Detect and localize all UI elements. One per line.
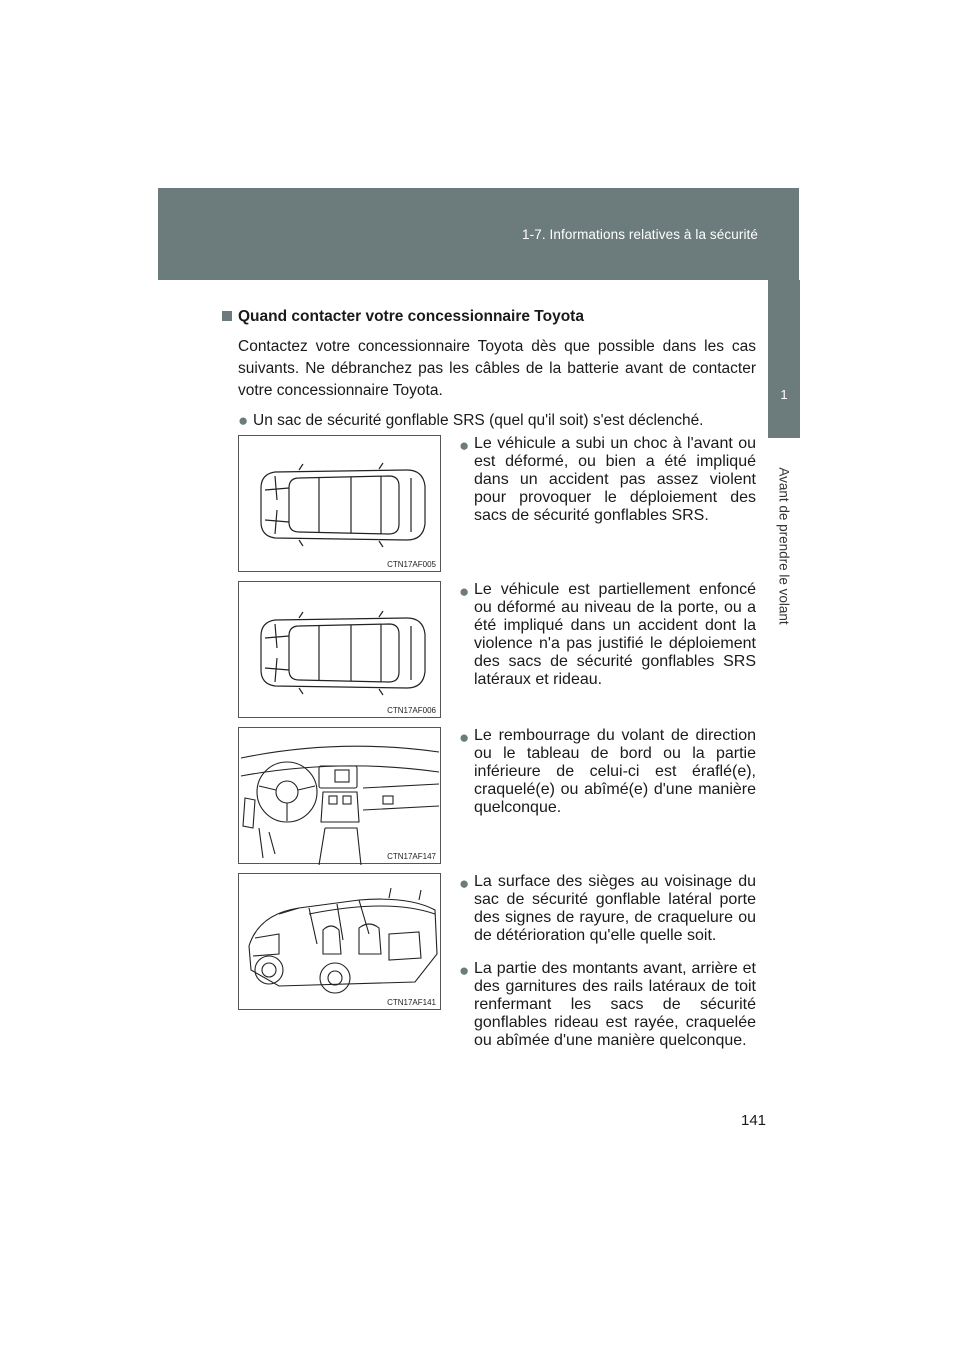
- chapter-tab: [768, 280, 800, 438]
- section-heading: [222, 306, 756, 328]
- bullet-front-impact: [459, 435, 756, 525]
- page-number: 141: [741, 1112, 767, 1129]
- section-title: 1-7. Informations relatives à la sécurité: [522, 227, 758, 242]
- chapter-label: Avant de prendre le volant: [776, 467, 792, 625]
- figure-dashboard: [238, 727, 441, 864]
- intro-paragraph: Contactez votre concessionnaire Toyota dès que possible dans les cas suivants. Ne débranchez pas les câbles de la batterie avant de contacter votre concessionnaire Toyota.: [238, 338, 756, 399]
- bullet-dot-icon: ●: [459, 436, 470, 455]
- bullet-pillars: [459, 960, 756, 1050]
- bullet-dot-icon: ●: [459, 961, 470, 980]
- bullet-side-impact: [459, 581, 756, 689]
- figure-car-cutaway: [238, 873, 441, 1010]
- figure-car-top-side: [238, 581, 441, 718]
- bullet-text: Le véhicule est partiellement enfoncé ou déformé au niveau de la porte, ou a été impliqué dans un accident dont la violence n'a pas justifié le déploiement des sacs de sécurité gonflables SRS latéraux et rideau.: [474, 581, 756, 688]
- bullet-seats: [459, 873, 756, 945]
- section-heading-text: Quand contacter votre concessionnaire Toyota: [238, 308, 584, 325]
- bullet-airbag: [238, 410, 756, 432]
- chapter-number: 1: [780, 387, 788, 402]
- figure-code: CTN17AF141: [387, 998, 436, 1007]
- figure-code: CTN17AF147: [387, 852, 436, 861]
- car-cutaway-icon: [239, 874, 442, 1011]
- car-top-front-icon: [239, 436, 442, 573]
- bullet-text: Le véhicule a subi un choc à l'avant ou est déformé, ou bien a été impliqué dans un accident pas assez violent pour provoquer le déploiement des sacs de sécurité gonflables SRS.: [474, 435, 756, 524]
- header-band: [158, 188, 799, 280]
- bullet-dot-icon: ●: [459, 582, 470, 601]
- figure-code: CTN17AF006: [387, 706, 436, 715]
- main-content: [222, 306, 756, 439]
- bullet-text: La surface des sièges au voisinage du sac de sécurité gonflable latéral porte des signes de rayure, de craquelure ou de détérioration qu'elle quelle soit.: [474, 873, 756, 944]
- bullet-dot-icon: ●: [459, 728, 470, 747]
- bullet-text: La partie des montants avant, arrière et des garnitures des rails latéraux de toit renfermant les sacs de sécurité gonflables rideau est rayée, craquelée ou abîmée d'une manière quelconque.: [474, 960, 756, 1049]
- bullet-dashboard: [459, 727, 756, 817]
- bullet-dot-icon: ●: [459, 874, 470, 893]
- bullet-text: Le rembourrage du volant de direction ou le tableau de bord ou la partie inférieure de celui-ci est éraflé(e), craquelé(e) ou abîmé(e) d'une manière quelconque.: [474, 727, 756, 816]
- figure-car-top-front: [238, 435, 441, 572]
- square-marker-icon: [222, 311, 232, 321]
- bullet-dot-icon: ●: [238, 411, 249, 430]
- bullet-text: Un sac de sécurité gonflable SRS (quel qu'il soit) s'est déclenché.: [253, 412, 704, 429]
- car-top-side-icon: [239, 582, 442, 719]
- dashboard-icon: [239, 728, 442, 865]
- figure-code: CTN17AF005: [387, 560, 436, 569]
